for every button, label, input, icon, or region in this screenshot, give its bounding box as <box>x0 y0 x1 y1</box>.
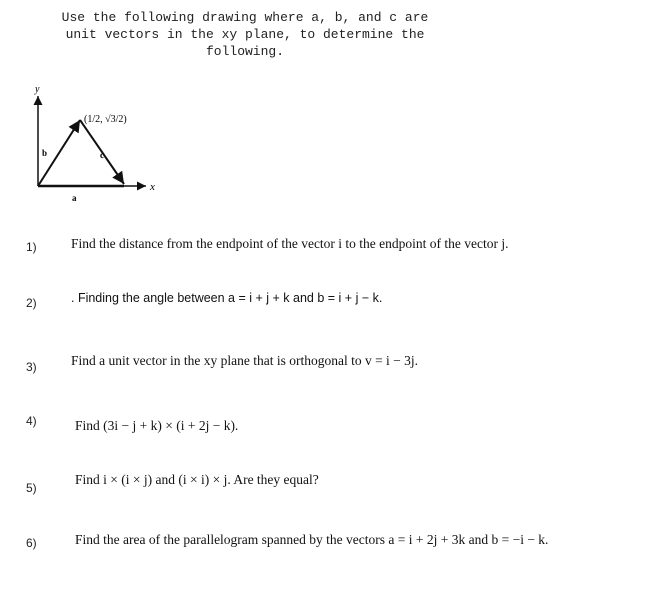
question-number: 5) <box>26 481 37 495</box>
question-number: 1) <box>26 240 37 254</box>
intro-text <box>20 9 470 60</box>
vector-c-label: c <box>100 150 104 160</box>
vector-a-label: a <box>72 193 77 203</box>
intro-line-2: unit vectors in the xy plane, to determine the <box>65 27 425 42</box>
question-number: 3) <box>26 360 37 374</box>
x-axis-label: x <box>150 181 155 193</box>
question-2-text: . Finding the angle between a = i + j + k and b = i + j − k. <box>71 291 383 305</box>
apex-point-label: (1/2, √3/2) <box>84 114 127 125</box>
question-5-text: Find i × (i × j) and (i × i) × j. Are they equal? <box>75 472 319 487</box>
y-axis-label: y <box>35 86 40 95</box>
question-number: 2) <box>26 296 37 310</box>
vector-diagram <box>28 86 168 206</box>
intro-line-1: Use the following drawing where a, b, and c are <box>61 10 429 25</box>
question-6-text: Find the area of the parallelogram spanned by the vectors a = i + 2j + 3k and b = −i − k. <box>75 532 549 547</box>
intro-line-3: following. <box>205 44 284 59</box>
question-number: 6) <box>26 536 37 550</box>
vector-b-label: b <box>42 148 48 158</box>
question-number: 4) <box>26 414 37 428</box>
question-3-text: Find a unit vector in the xy plane that is orthogonal to v = i − 3j. <box>71 353 419 368</box>
question-4-text: Find (3i − j + k) × (i + 2j − k). <box>75 418 239 433</box>
question-1-text: Find the distance from the endpoint of the vector i to the endpoint of the vector j. <box>71 236 509 251</box>
